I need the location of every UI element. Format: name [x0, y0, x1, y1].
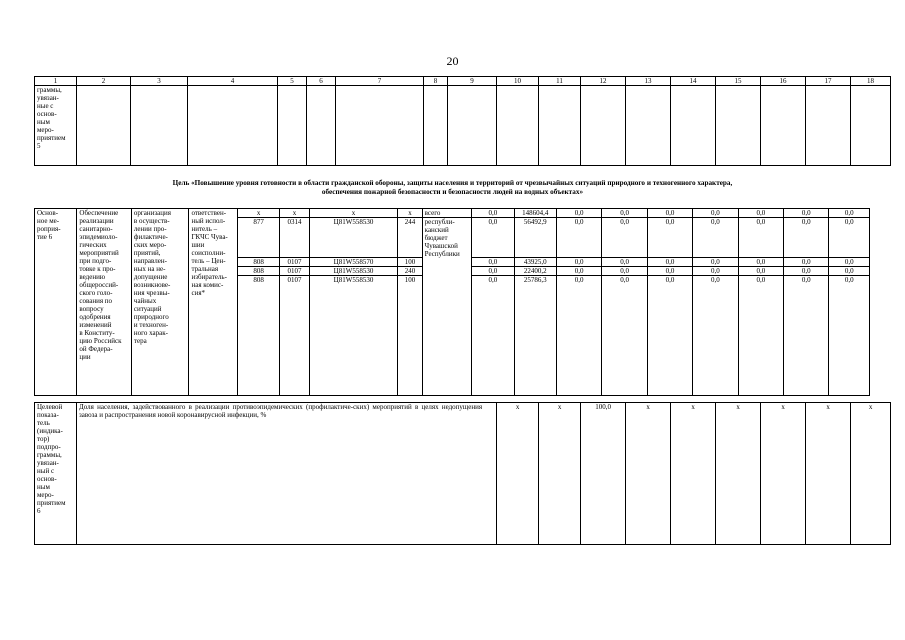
column-number-row [35, 77, 891, 86]
section-code: 0314 [280, 218, 309, 258]
indicator-table [34, 402, 891, 545]
col-num-15: 15 [716, 77, 761, 86]
col-num-2: 2 [77, 77, 131, 86]
target-code: Ц81W558530 [309, 276, 398, 396]
expense-code: 100 [398, 258, 422, 267]
value-cell: 0,0 [472, 218, 514, 258]
event-name: Обеспечение реализации санитарно- эпидемиоло- гических мероприятий при подго- товке к про- ведению общероссий- ского голо- сования по вопросу одобрения изменений в Конститу- цию Российск ой Федера- ции [77, 209, 132, 396]
value-cell: 0,0 [602, 258, 647, 267]
target-code: Ц81W558530 [309, 267, 398, 276]
value-cell: 0,0 [829, 209, 870, 218]
value-cell: x [626, 403, 671, 545]
table-row [35, 403, 891, 545]
col-num-11: 11 [539, 77, 581, 86]
value-cell: 0,0 [738, 209, 783, 218]
col-num-12: 12 [581, 77, 626, 86]
value-cell: 0,0 [556, 267, 601, 276]
col-num-17: 17 [806, 77, 851, 86]
value-cell: 148604,4 [514, 209, 556, 218]
value-cell: 0,0 [556, 276, 601, 396]
value-cell: 43925,0 [514, 258, 556, 267]
value-cell: 0,0 [556, 209, 601, 218]
target-code: Ц81W558530 [309, 218, 398, 258]
col-num-13: 13 [626, 77, 671, 86]
value-cell: 0,0 [738, 258, 783, 267]
value-cell: 25786,3 [514, 276, 556, 396]
value-cell: 0,0 [784, 276, 829, 396]
grbs-code: 808 [237, 276, 279, 396]
value-cell: x [497, 403, 539, 545]
col-num-7: 7 [336, 77, 424, 86]
value-cell: 0,0 [693, 218, 738, 258]
col-num-14: 14 [671, 77, 716, 86]
value-cell: 0,0 [647, 267, 692, 276]
value-cell: 0,0 [829, 218, 870, 258]
grbs-code: 808 [237, 267, 279, 276]
table-row [35, 86, 891, 166]
table-row [35, 209, 870, 218]
value-cell: 0,0 [647, 258, 692, 267]
col-num-8: 8 [424, 77, 448, 86]
section-code: 0107 [280, 267, 309, 276]
value-cell: x [539, 403, 581, 545]
value-cell: 0,0 [556, 218, 601, 258]
value-cell: 0,0 [693, 267, 738, 276]
col-num-4: 4 [188, 77, 278, 86]
target-code: Ц81W558570 [309, 258, 398, 267]
value-cell: 22400,2 [514, 267, 556, 276]
col-num-10: 10 [497, 77, 539, 86]
grbs-code: 808 [237, 258, 279, 267]
value-cell: 0,0 [602, 218, 647, 258]
event-task: организация в осуществ- лении про- филактиче- ских меро- приятий, направлен- ных на не- допущение возникнове- ния чрезвы- чайных ситуаций природного и техноген- ного харак- тера [131, 209, 189, 396]
page-number: 20 [446, 54, 459, 68]
value-cell: 0,0 [556, 258, 601, 267]
expense-code: 244 [398, 218, 422, 258]
col-num-9: 9 [448, 77, 497, 86]
col-num-3: 3 [131, 77, 188, 86]
grbs-code: x [237, 209, 279, 218]
funding-source-total: всего [422, 209, 471, 218]
indicator-text: Доля населения, задействованного в реализации противоэпидемических (профилактиче-ских) мероприятий в целях недопущения завоза и распространения новой коронавирусной инфекции, % [77, 403, 497, 545]
value-cell: x [671, 403, 716, 545]
value-cell: 100,0 [581, 403, 626, 545]
value-cell: 0,0 [784, 218, 829, 258]
col-num-18: 18 [851, 77, 891, 86]
value-cell: 0,0 [738, 276, 783, 396]
goal-heading: Цель «Повышение уровня готовности в области гражданской обороны, защиты населения и территорий от чрезвычайных ситуаций природного и техногенного характера, обеспечения пожарной безопасности и безопасности людей на водных объектах» [172, 179, 733, 196]
event-number: Основ- ное ме- роприя- тие 6 [35, 209, 77, 396]
value-cell: 0,0 [602, 276, 647, 396]
value-cell: 0,0 [693, 209, 738, 218]
expense-code: 100 [398, 276, 422, 396]
event-executors: ответствен- ный испол- нитель – ГКЧС Чува- шии соисполни- тель – Цен- тральная избиратель- ная комис- сия* [189, 209, 237, 396]
value-cell: 0,0 [602, 209, 647, 218]
section-code: x [280, 209, 309, 218]
section-code: 0107 [280, 276, 309, 396]
col-num-16: 16 [761, 77, 806, 86]
funding-source-republic: республи- канский бюджет Чувашской Республики [422, 218, 471, 396]
value-cell: 56492,9 [514, 218, 556, 258]
value-cell: 0,0 [647, 276, 692, 396]
value-cell: x [851, 403, 891, 545]
value-cell: 0,0 [693, 276, 738, 396]
value-cell: 0,0 [472, 209, 514, 218]
value-cell: 0,0 [829, 267, 870, 276]
expense-code: x [398, 209, 422, 218]
value-cell: 0,0 [829, 258, 870, 267]
value-cell: 0,0 [472, 258, 514, 267]
value-cell: 0,0 [784, 209, 829, 218]
value-cell: 0,0 [472, 267, 514, 276]
target-code: x [309, 209, 398, 218]
value-cell: x [761, 403, 806, 545]
value-cell: 0,0 [784, 267, 829, 276]
expense-code: 240 [398, 267, 422, 276]
value-cell: 0,0 [647, 209, 692, 218]
value-cell: x [806, 403, 851, 545]
section-code: 0107 [280, 258, 309, 267]
value-cell: 0,0 [829, 276, 870, 396]
value-cell: 0,0 [738, 218, 783, 258]
indicator-label: Целевой показа- тель (индика- тор) подпро- граммы, увязан- ный с основ- ным меро- приятием 6 [35, 403, 77, 545]
value-cell: 0,0 [602, 267, 647, 276]
col-num-5: 5 [278, 77, 307, 86]
col-num-6: 6 [307, 77, 336, 86]
value-cell: 0,0 [647, 218, 692, 258]
value-cell: 0,0 [472, 276, 514, 396]
value-cell: 0,0 [738, 267, 783, 276]
event-table [34, 208, 870, 396]
col-num-1: 1 [35, 77, 77, 86]
value-cell: 0,0 [784, 258, 829, 267]
continuation-table [34, 76, 891, 166]
value-cell: x [716, 403, 761, 545]
value-cell: 0,0 [693, 258, 738, 267]
continuation-label: граммы, увязан- ные с основ- ным меро- приятием 5 [35, 86, 77, 166]
grbs-code: 877 [237, 218, 279, 258]
